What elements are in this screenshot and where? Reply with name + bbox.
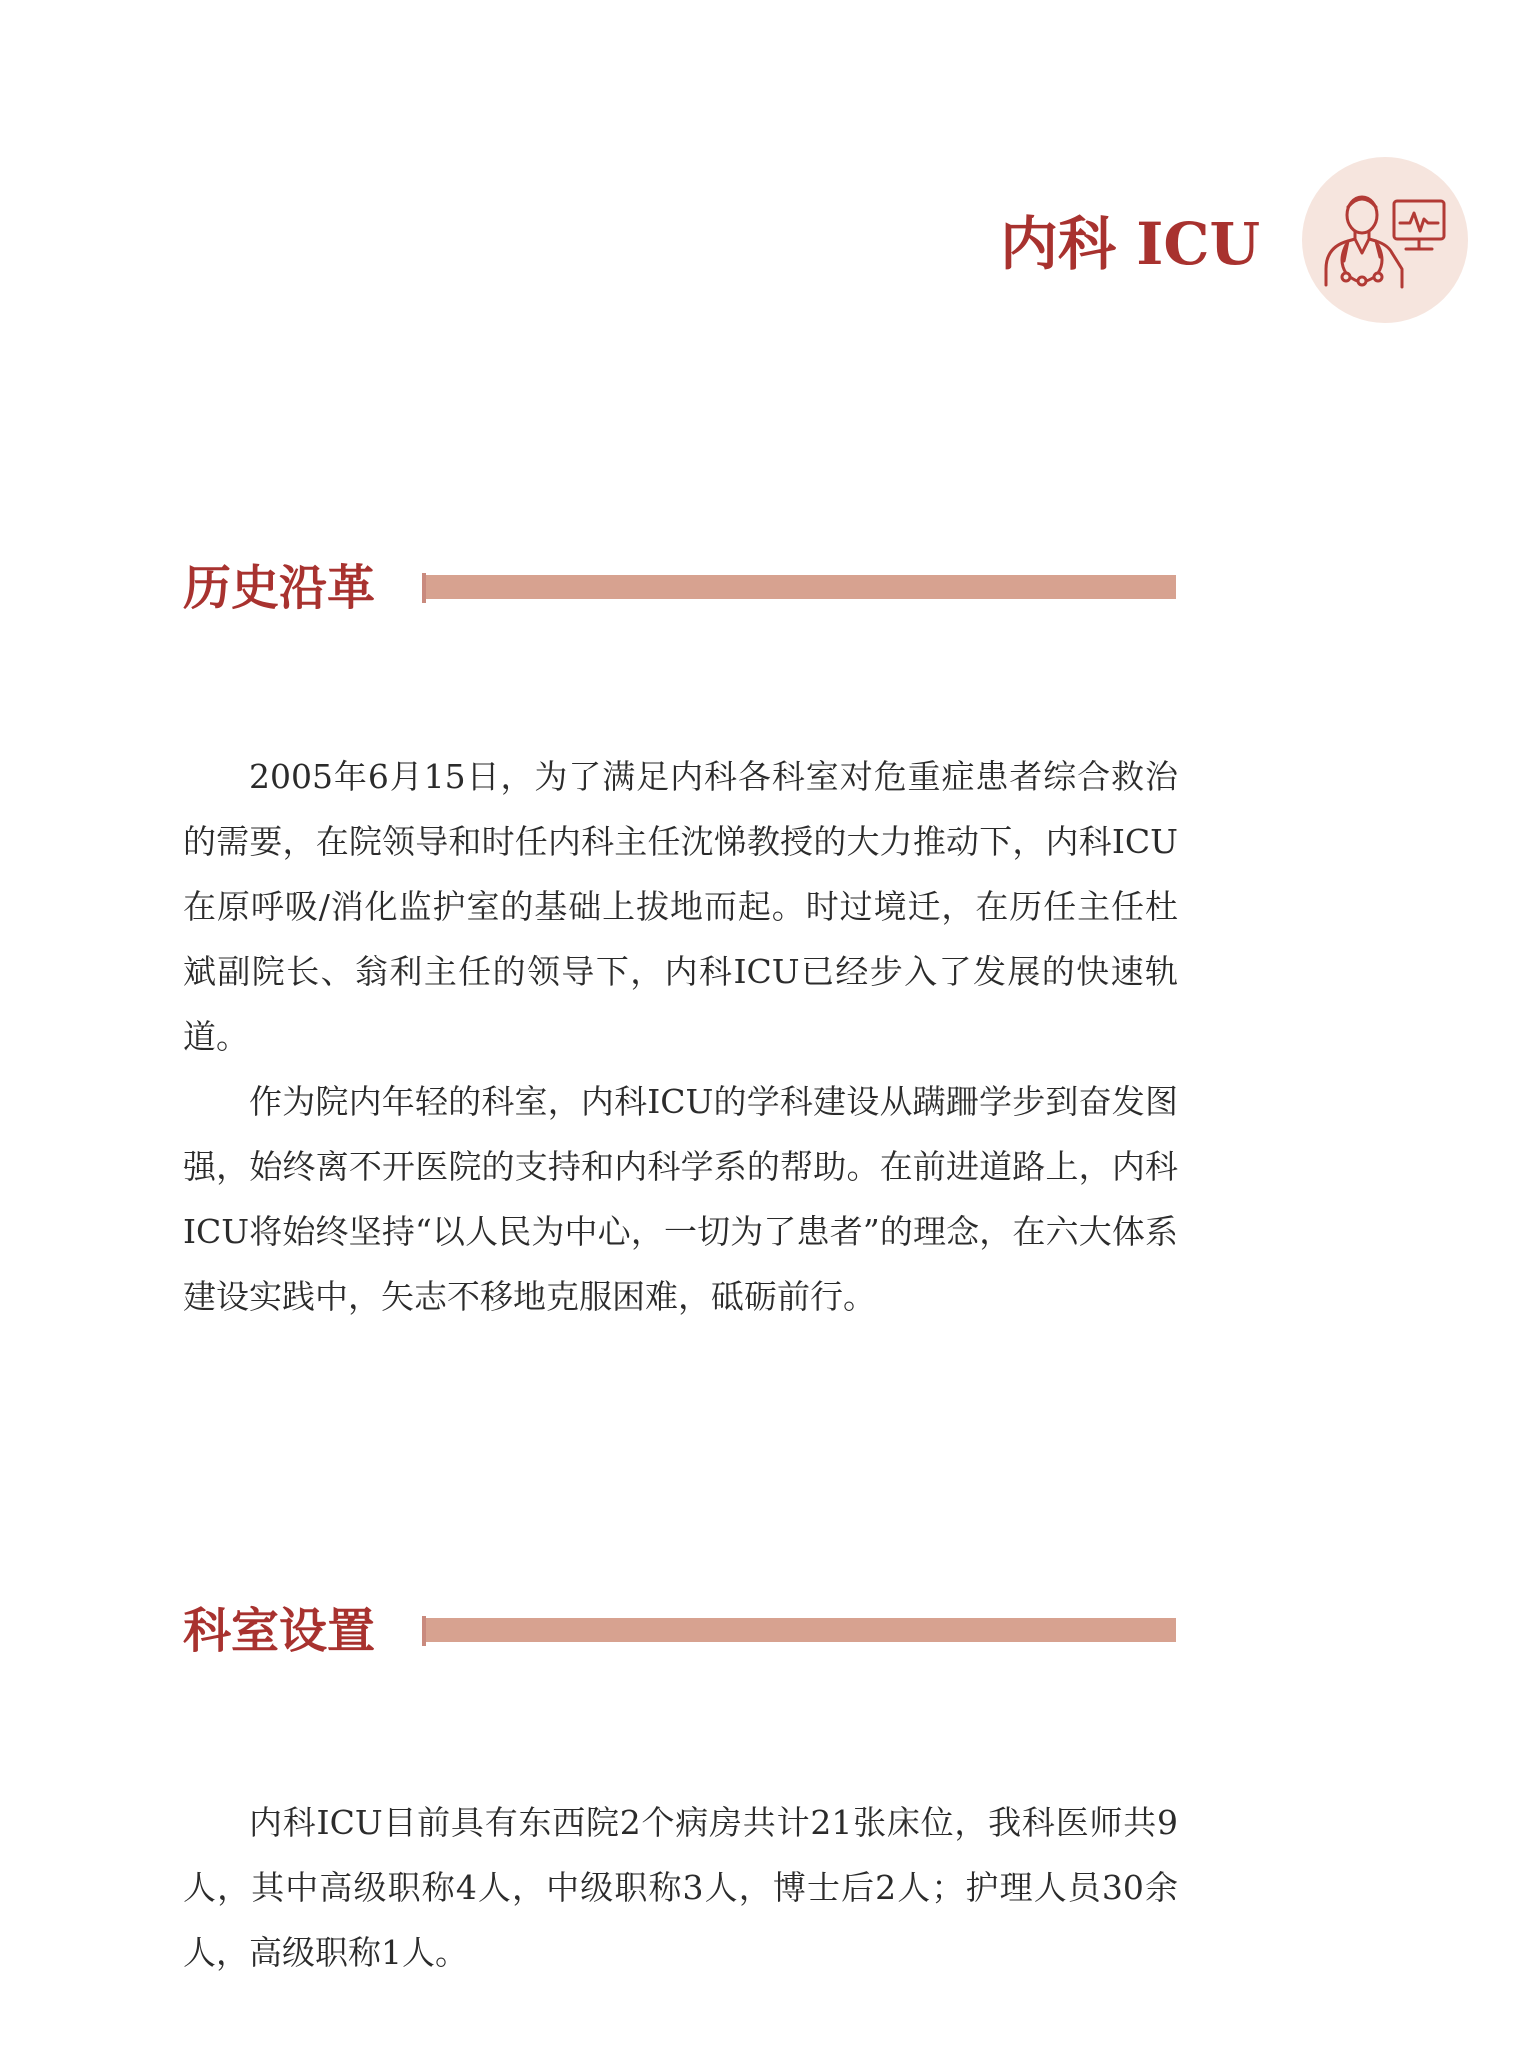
section-body-history <box>183 744 1178 1329</box>
section-heading-label: 历史沿革 <box>183 560 376 616</box>
heading-rule-bar <box>426 575 1176 599</box>
section-heading-history <box>183 553 1183 623</box>
paragraph: 作为院内年轻的科室，内科ICU的学科建设从蹒跚学步到奋发图强，始终离不开医院的支持和内科学系的帮助。在前进道路上，内科ICU将始终坚持“以人民为中心，一切为了患者”的理念，在六大体系建设实践中，矢志不移地克服困难，砥砺前行。 <box>183 1082 1178 1316</box>
page-title: 内科 ICU <box>1000 210 1261 278</box>
section-heading-setup <box>183 1596 1183 1666</box>
section-heading-label: 科室设置 <box>183 1603 376 1659</box>
doctor-monitor-icon <box>1302 157 1468 323</box>
section-body-setup <box>183 1790 1178 1985</box>
paragraph: 内科ICU目前具有东西院2个病房共计21张床位，我科医师共9人，其中高级职称4人，中级职称3人，博士后2人；护理人员30余人，高级职称1人。 <box>183 1803 1178 1972</box>
paragraph: 2005年6月15日，为了满足内科各科室对危重症患者综合救治的需要，在院领导和时任内科主任沈悌教授的大力推动下，内科ICU在原呼吸/消化监护室的基础上拔地而起。时过境迁，在历任主任杜斌副院长、翁利主任的领导下，内科ICU已经步入了发展的快速轨道。 <box>183 757 1178 1056</box>
heading-rule-bar <box>426 1618 1176 1642</box>
